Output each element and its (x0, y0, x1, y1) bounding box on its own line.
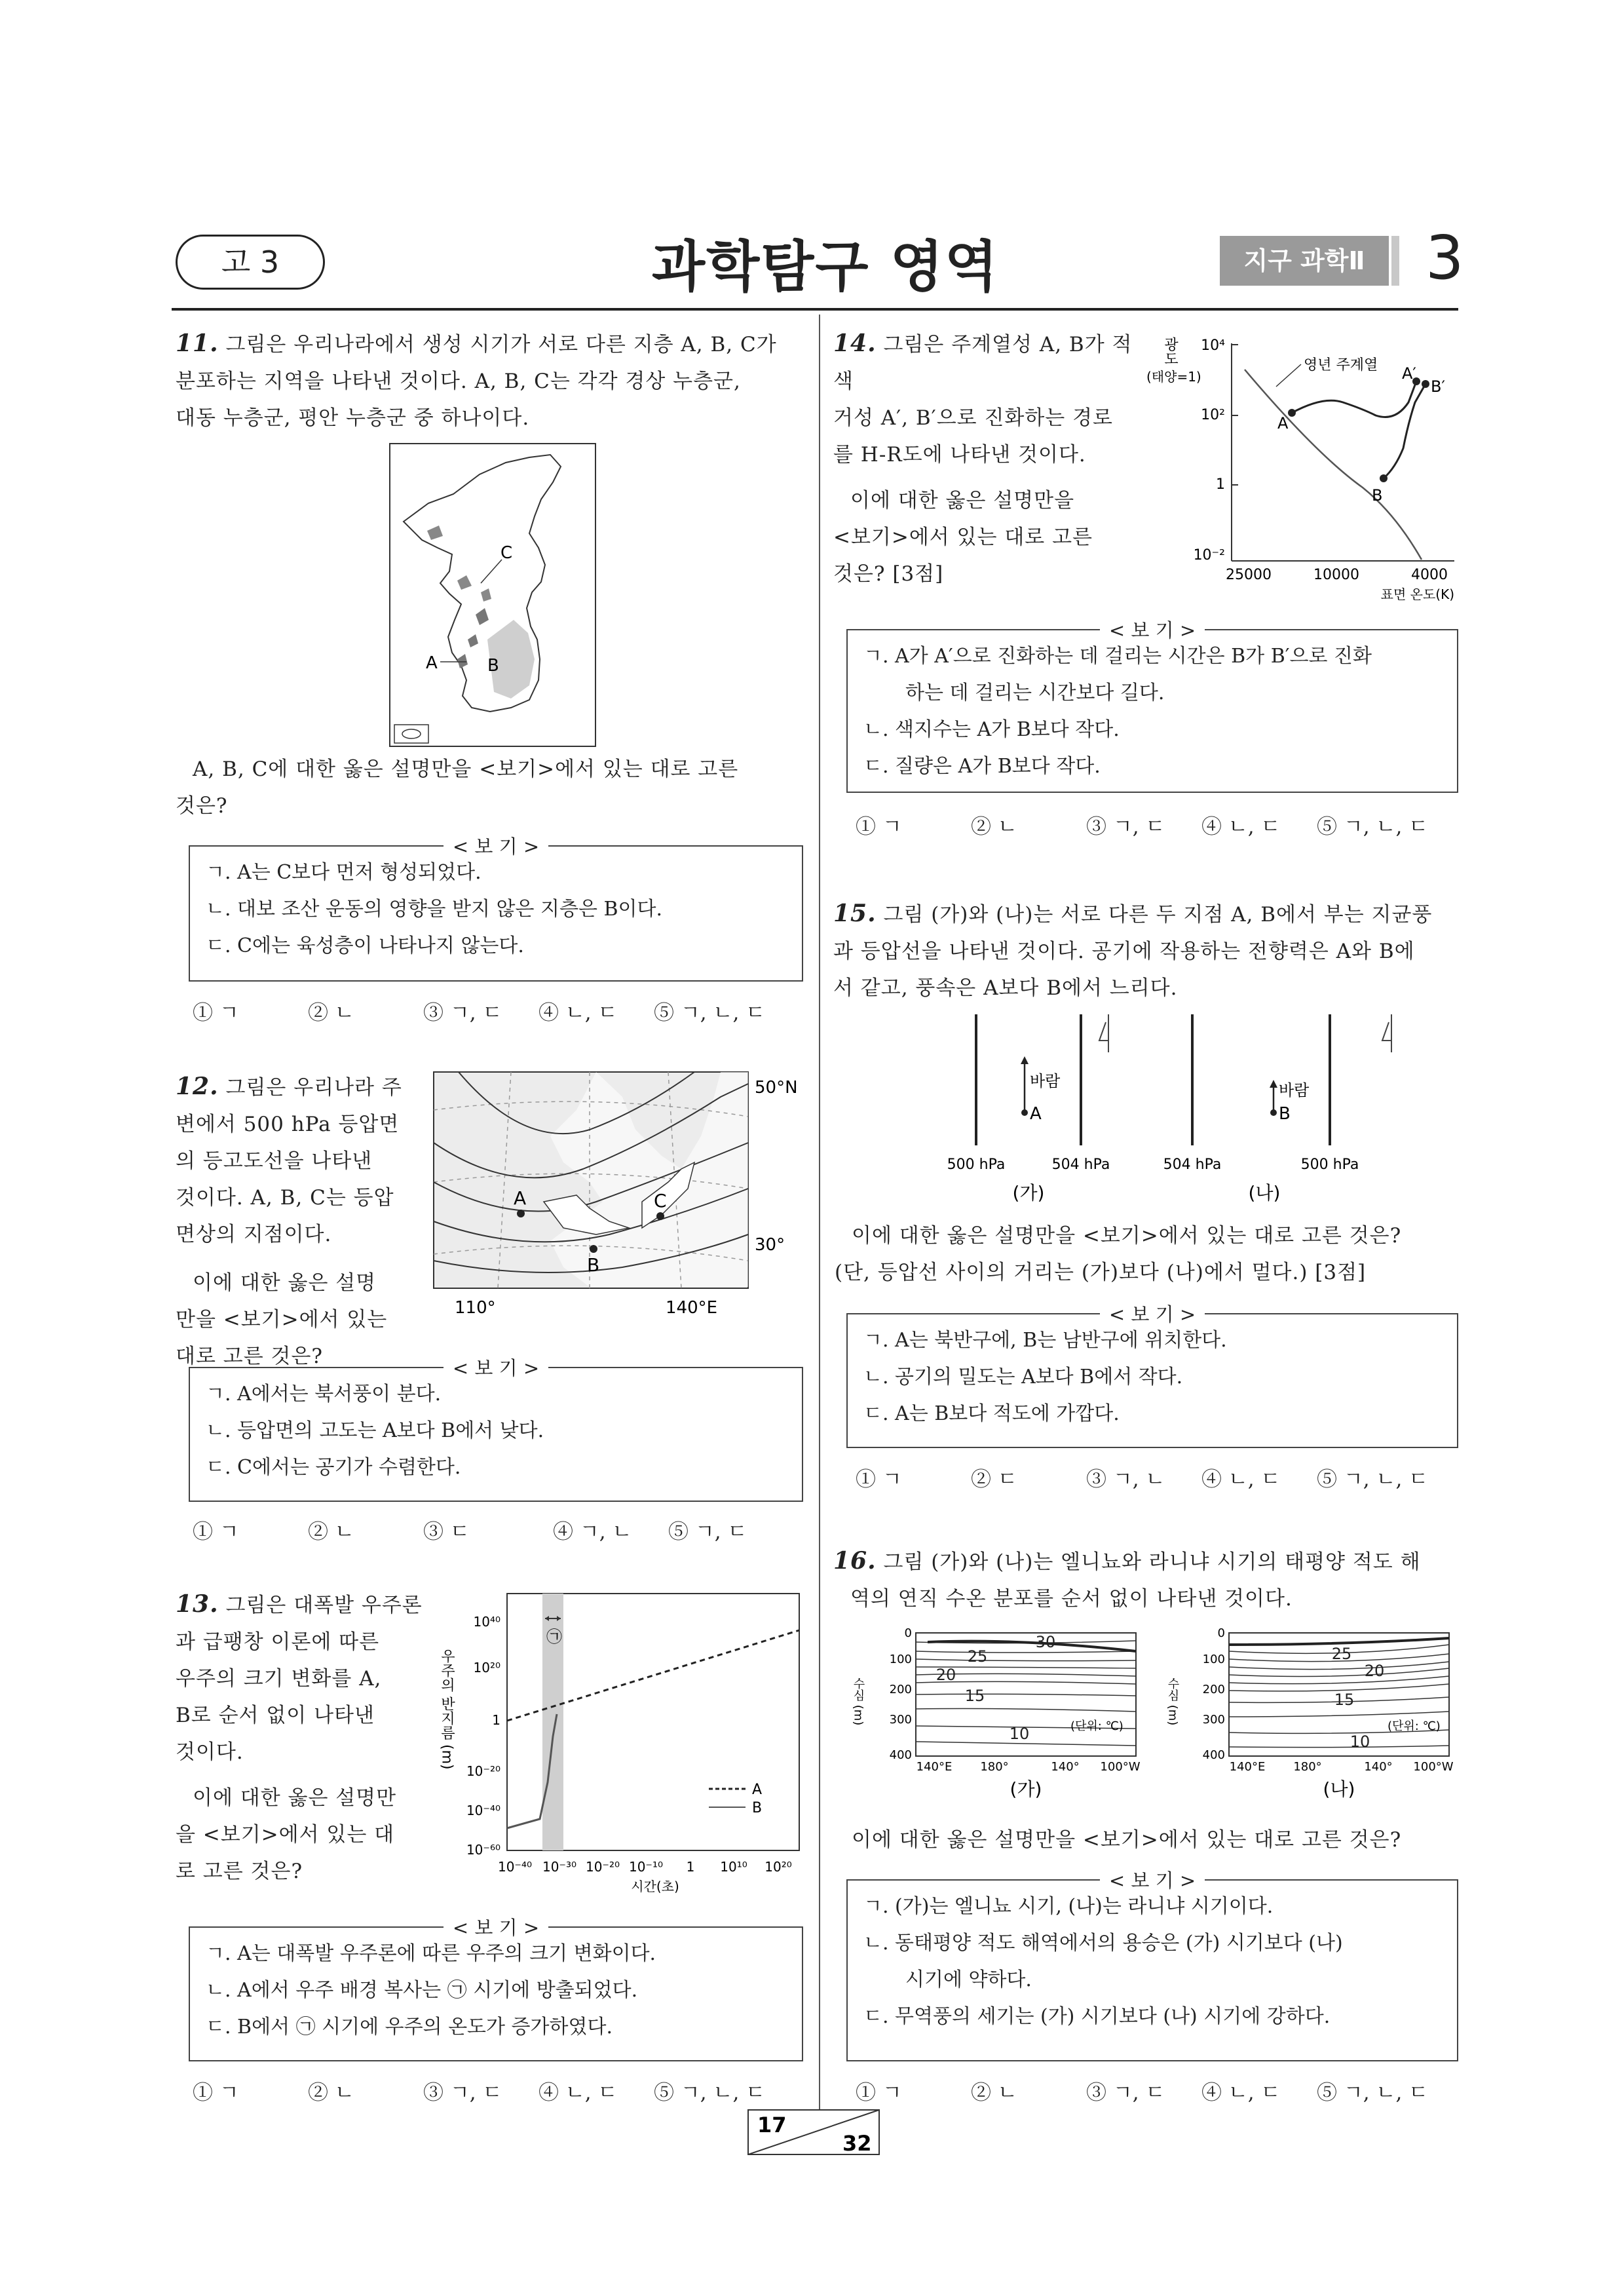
lon-label-right: 140°E (666, 1298, 718, 1318)
x-tick: 180° (1293, 1760, 1322, 1774)
choices-14 (856, 810, 1428, 839)
bogi-box-15 (846, 1303, 1458, 1448)
ocean-temperature-figure (849, 1625, 1462, 1822)
lat-label-mid: 30° (755, 1235, 785, 1255)
isotherm-label: 30 (1035, 1633, 1056, 1651)
choice[interactable]: ③ ㄱ, ㄷ (1086, 2081, 1165, 2105)
y-tick: 10²⁰ (473, 1660, 500, 1675)
choices-11 (193, 996, 765, 1025)
bogi-item: ㄱ. (가)는 엘니뇨 시기, (나)는 라니냐 시기이다. (863, 1895, 1274, 1918)
bogi-item: ㄷ. 질량은 A가 B보다 작다. (863, 755, 1101, 778)
choice[interactable]: ③ ㄱ, ㄷ (1086, 815, 1165, 839)
stem-line: 대동 누층군, 평안 누층군 중 하나이다. (176, 406, 530, 430)
choice[interactable]: ⑤ ㄱ, ㄴ, ㄷ (1317, 815, 1429, 839)
bogi-box-16 (846, 1869, 1458, 2061)
question-number: 16. (833, 1547, 877, 1575)
question-15 (833, 895, 1462, 1006)
choices-13 (193, 2076, 765, 2105)
stem-line: 그림은 우리나라 주 (225, 1076, 402, 1100)
stem-line: 우주의 크기 변화를 A, (176, 1667, 382, 1691)
x-tick: 10¹⁰ (720, 1859, 747, 1875)
label-b-prime: B′ (1431, 377, 1445, 396)
bogi-item: ㄱ. A는 북반구에, B는 남반구에 위치한다. (863, 1329, 1227, 1352)
x-tick: 10⁻⁴⁰ (497, 1859, 533, 1875)
isotherm-label: 25 (967, 1647, 988, 1666)
choice[interactable]: ⑤ ㄱ, ㄴ, ㄷ (1317, 1468, 1429, 1491)
choice[interactable]: ④ ㄴ, ㄷ (538, 1001, 618, 1025)
stem-line: 그림은 주계열성 A, B가 적색 (833, 333, 1133, 393)
choice[interactable]: ① ㄱ (193, 1001, 239, 1025)
stem-line: 역의 연직 수온 분포를 순서 없이 나타낸 것이다. (850, 1587, 1293, 1611)
choice[interactable]: ⑤ ㄱ, ㄴ, ㄷ (654, 2081, 766, 2105)
choice[interactable]: ④ ㄴ, ㄷ (1201, 2081, 1281, 2105)
y-tick: 300 (1202, 1713, 1225, 1727)
question-number: 12. (176, 1073, 219, 1100)
legend-b: B (752, 1800, 763, 1816)
choice[interactable]: ⑤ ㄱ, ㄴ, ㄷ (1317, 2081, 1429, 2105)
header-rule (172, 308, 1458, 311)
figure-label-ga: (가) (1012, 1182, 1045, 1204)
bogi-box-14 (846, 619, 1458, 793)
y-tick: 400 (1202, 1748, 1225, 1762)
stem-line: 그림은 대폭발 우주론 (225, 1594, 423, 1617)
page-counter (747, 2109, 880, 2156)
map-label-b: B (487, 656, 499, 676)
unit-label: (단위: ℃) (1070, 1719, 1124, 1733)
grade-badge (176, 235, 325, 290)
x-tick: 4000 (1411, 567, 1448, 583)
choice[interactable]: ① ㄱ (193, 1520, 239, 1544)
isobar-label: 504 hPa (1163, 1157, 1222, 1173)
choice[interactable]: ③ ㄷ (423, 1520, 470, 1544)
choice[interactable]: ② ㄴ (971, 2081, 1017, 2105)
choices-16 (856, 2076, 1428, 2105)
stem-line: B로 순서 없이 나타낸 (176, 1704, 375, 1727)
x-tick: 10²⁰ (765, 1859, 792, 1875)
choice[interactable]: ④ ㄱ, ㄴ (553, 1520, 632, 1544)
y-tick: 10⁻²⁰ (466, 1763, 500, 1779)
choice[interactable]: ① ㄱ (856, 1468, 902, 1491)
bogi-item: 시기에 약하다. (905, 1968, 1032, 1991)
bogi-item: ㄴ. 공기의 밀도는 A보다 B에서 작다. (863, 1366, 1183, 1388)
question-11-ask (176, 751, 808, 824)
bogi-item: ㄷ. C에는 육성층이 나타나지 않는다. (206, 934, 524, 957)
y-tick: 10⁻² (1193, 547, 1225, 564)
label-a: A (1277, 414, 1289, 432)
question-13 (176, 1586, 438, 1890)
page-title: 과학탐구 영역 (651, 235, 1000, 299)
column-divider (819, 315, 820, 2116)
isotherm-label: 25 (1331, 1645, 1352, 1663)
lat-label-top: 50°N (755, 1078, 798, 1098)
stem-line: 것이다. A, B, C는 등압 (176, 1186, 394, 1210)
y-axis-unit: (태양=1) (1146, 369, 1201, 385)
stem-line: 거성 A′, B′으로 진화하는 경로 (833, 406, 1113, 430)
x-tick: 180° (980, 1760, 1009, 1774)
bogi-item: ㄴ. 색지수는 A가 B보다 작다. (863, 718, 1120, 741)
x-tick: 25000 (1226, 567, 1272, 583)
question-line: 이에 대한 옳은 설명 (193, 1271, 377, 1295)
question-line: 로 고른 것은? (176, 1860, 303, 1883)
choice[interactable]: ⑤ ㄱ, ㄴ, ㄷ (654, 1001, 766, 1025)
stem-line: 변에서 500 hPa 등압면 (176, 1113, 400, 1136)
bogi-title: < 보 기 > (444, 1917, 548, 1939)
question-line: 이에 대한 옳은 설명만을 (850, 489, 1075, 512)
isobar-label: 500 hPa (947, 1157, 1006, 1173)
bogi-item: ㄷ. 무역풍의 세기는 (가) 시기보다 (나) 시기에 강하다. (863, 2005, 1331, 2028)
x-tick: 10⁻²⁰ (585, 1859, 620, 1875)
legend-a: A (752, 1782, 763, 1798)
y-tick: 0 (904, 1626, 912, 1640)
question-line: 이에 대한 옳은 설명만을 <보기>에서 있는 대로 고른 것은? (852, 1224, 1402, 1248)
main-sequence-label: 영년 주계열 (1304, 357, 1378, 373)
map-label-a: A (514, 1187, 527, 1209)
x-tick: 100°W (1413, 1760, 1454, 1774)
choice[interactable]: ① ㄱ (856, 2081, 902, 2105)
page-number: 3 (1426, 223, 1464, 293)
choice[interactable]: ④ ㄴ, ㄷ (538, 2081, 618, 2105)
y-axis-label: 수심 (m) (851, 1677, 865, 1726)
choice[interactable]: ② ㄴ (308, 1520, 354, 1544)
question-line: 을 <보기>에서 있는 대 (176, 1823, 395, 1846)
bogi-item: 하는 데 걸리는 시간보다 길다. (905, 681, 1165, 704)
y-tick: 200 (1202, 1683, 1225, 1696)
label-a-prime: A′ (1402, 364, 1416, 383)
choice[interactable]: ④ ㄴ, ㄷ (1201, 1468, 1281, 1491)
stem-line: 과 급팽창 이론에 따른 (176, 1630, 380, 1654)
stem-line: 서 같고, 풍속은 A보다 B에서 느리다. (833, 976, 1178, 1000)
bogi-item: ㄱ. A는 대폭발 우주론에 따른 우주의 크기 변화이다. (206, 1942, 656, 1965)
bogi-title: < 보 기 > (444, 1357, 548, 1379)
x-tick: 10000 (1313, 567, 1359, 583)
y-tick: 400 (889, 1748, 912, 1762)
isotherm-label: 10 (1009, 1725, 1030, 1743)
bogi-box-13 (189, 1917, 803, 2061)
choice[interactable]: ③ ㄱ, ㄴ (1086, 1468, 1165, 1491)
x-axis-label: 시간(초) (631, 1879, 679, 1894)
y-tick: 1 (492, 1712, 500, 1728)
y-tick: 0 (1217, 1626, 1225, 1640)
question-16 (833, 1542, 1462, 1617)
question-16-ask (852, 1822, 1467, 1858)
y-tick: 10⁻⁶⁰ (466, 1842, 500, 1858)
x-tick: 100°W (1100, 1760, 1141, 1774)
bogi-item: ㄴ. 등압면의 고도는 A보다 B에서 낮다. (206, 1419, 544, 1442)
current-page: 17 (757, 2113, 787, 2137)
subject-badge (1220, 236, 1389, 286)
question-12 (176, 1068, 425, 1375)
question-number: 15. (833, 900, 877, 927)
y-tick: 1 (1216, 476, 1225, 493)
map-label-c: C (654, 1190, 667, 1212)
bogi-title: < 보 기 > (444, 835, 548, 858)
question-line: 만을 <보기>에서 있는 (176, 1308, 388, 1331)
unit-label: (단위: ℃) (1388, 1719, 1441, 1733)
x-tick: 140° (1051, 1760, 1080, 1774)
pressure-height-map (432, 1071, 812, 1333)
x-axis-label: 표면 온도(K) (1380, 586, 1454, 602)
choices-15 (856, 1463, 1428, 1492)
stem-line: 를 H-R도에 나타낸 것이다. (833, 443, 1086, 467)
y-tick: 10⁴⁰ (473, 1614, 500, 1630)
isotherm-label: 20 (1364, 1662, 1385, 1680)
map-label-a: A (426, 653, 438, 673)
stem-line: 분포하는 지역을 나타낸 것이다. A, B, C는 각각 경상 누층군, (176, 370, 741, 393)
hr-diagram (1146, 324, 1458, 605)
isotherm-label: 10 (1350, 1732, 1370, 1751)
question-15-ask (835, 1217, 1467, 1291)
y-tick: 100 (889, 1653, 912, 1666)
figure-label-ga: (가) (1010, 1778, 1042, 1800)
y-tick: 10⁴ (1201, 337, 1225, 354)
figure-label-na: (나) (1323, 1778, 1355, 1800)
marker-label: ㉠ (546, 1628, 562, 1646)
question-line: 것은? [3점] (833, 562, 944, 586)
subject-bar (1391, 236, 1399, 286)
bogi-box-12 (189, 1357, 803, 1502)
wind-label-b: 바람 (1279, 1081, 1310, 1100)
choice[interactable]: ② ㄴ (308, 2081, 354, 2105)
bogi-item: ㄱ. A가 A′으로 진화하는 데 걸리는 시간은 B가 B′으로 진화 (863, 645, 1372, 668)
geostrophic-wind-figure (930, 1014, 1415, 1204)
point-b-label: B (1279, 1104, 1291, 1124)
x-tick: 140° (1364, 1760, 1393, 1774)
bogi-item: ㄷ. C에서는 공기가 수렴한다. (206, 1456, 461, 1479)
stem-line: 그림 (가)와 (나)는 엘니뇨와 라니냐 시기의 태평양 적도 해 (883, 1550, 1421, 1574)
stem-line: 그림은 우리나라에서 생성 시기가 서로 다른 지층 A, B, C가 (225, 333, 777, 356)
bogi-item: ㄱ. A에서는 북서풍이 분다. (206, 1383, 442, 1406)
point-a-label: A (1030, 1104, 1042, 1124)
label-b: B (1372, 486, 1383, 505)
choice[interactable]: ④ ㄴ, ㄷ (1201, 815, 1281, 839)
question-line: A, B, C에 대한 옳은 설명만을 <보기>에서 있는 대로 고른 (193, 757, 739, 781)
question-line: 것은? (176, 794, 228, 818)
question-number: 14. (833, 330, 877, 357)
choice[interactable]: ③ ㄱ, ㄷ (423, 1001, 502, 1025)
isotherm-label: 15 (964, 1687, 985, 1705)
x-tick: 140°E (916, 1760, 953, 1774)
x-tick: 140°E (1229, 1760, 1266, 1774)
map-label-b: B (587, 1254, 600, 1276)
figure-label-na: (나) (1248, 1182, 1281, 1204)
y-axis-label: 우주의 반지름 (m) (438, 1649, 455, 1770)
y-tick: 200 (889, 1683, 912, 1696)
y-tick: 10² (1201, 407, 1225, 423)
question-line: 이에 대한 옳은 설명만을 <보기>에서 있는 대로 고른 것은? (852, 1828, 1402, 1852)
question-line: (단, 등압선 사이의 거리는 (가)보다 (나)에서 멀다.) [3점] (835, 1261, 1367, 1284)
choice[interactable]: ② ㄴ (971, 815, 1017, 839)
y-tick: 300 (889, 1713, 912, 1727)
question-line: 대로 고른 것은? (176, 1345, 324, 1368)
isotherm-label: 15 (1334, 1691, 1355, 1709)
choice[interactable]: ① ㄱ (856, 815, 902, 839)
question-14 (833, 325, 1141, 592)
choice[interactable]: ⑤ ㄱ, ㄷ (668, 1520, 747, 1544)
total-pages: 32 (842, 2131, 872, 2156)
question-line: <보기>에서 있는 대로 고른 (833, 526, 1093, 549)
bogi-title: < 보 기 > (1100, 1869, 1205, 1892)
choice[interactable]: ① ㄱ (193, 2081, 239, 2105)
stem-line: 의 등고도선을 나타낸 (176, 1149, 373, 1173)
universe-size-chart (435, 1586, 811, 1900)
wind-label-a: 바람 (1030, 1072, 1061, 1090)
choices-12 (193, 1515, 747, 1544)
subject-label: 지구 과학Ⅱ (1243, 246, 1365, 275)
korea-geology-map (389, 443, 596, 747)
lon-label-left: 110° (455, 1298, 496, 1318)
stem-line: 그림 (가)와 (나)는 서로 다른 두 지점 A, B에서 부는 지균풍 (883, 903, 1433, 927)
bogi-item: ㄴ. A에서 우주 배경 복사는 ㉠ 시기에 방출되었다. (206, 1979, 638, 2002)
question-line: 이에 대한 옳은 설명만 (193, 1786, 397, 1810)
bogi-title: < 보 기 > (1100, 619, 1205, 641)
x-tick: 10⁻¹⁰ (628, 1859, 664, 1875)
y-tick: 100 (1202, 1653, 1225, 1666)
x-tick: 10⁻³⁰ (542, 1859, 577, 1875)
choice[interactable]: ② ㄴ (308, 1001, 354, 1025)
grade-label: 고 3 (221, 244, 280, 280)
bogi-box-11 (189, 835, 803, 982)
stem-line: 과 등압선을 나타낸 것이다. 공기에 작용하는 전향력은 A와 B에 (833, 940, 1415, 963)
question-11 (176, 325, 804, 436)
isobar-label: 500 hPa (1300, 1157, 1359, 1173)
question-number: 11. (176, 330, 219, 357)
bogi-item: ㄴ. 대보 조산 운동의 영향을 받지 않은 지층은 B이다. (206, 898, 663, 921)
x-tick: 1 (686, 1859, 695, 1875)
bogi-title: < 보 기 > (1100, 1303, 1205, 1326)
question-number: 13. (176, 1590, 219, 1618)
y-axis-label: 광도 (1161, 337, 1179, 366)
y-tick: 10⁻⁴⁰ (466, 1803, 500, 1818)
y-axis-label: 수심 (m) (1165, 1677, 1180, 1726)
bogi-item: ㄷ. B에서 ㉠ 시기에 우주의 온도가 증가하였다. (206, 2016, 613, 2038)
choice[interactable]: ② ㄷ (971, 1468, 1017, 1491)
bogi-item: ㄷ. A는 B보다 적도에 가깝다. (863, 1402, 1120, 1425)
map-label-c: C (500, 543, 513, 563)
stem-line: 면상의 지점이다. (176, 1223, 332, 1246)
isobar-label: 504 hPa (1051, 1157, 1110, 1173)
bogi-item: ㄴ. 동태평양 적도 해역에서의 용승은 (가) 시기보다 (나) (863, 1932, 1343, 1955)
bogi-item: ㄱ. A는 C보다 먼저 형성되었다. (206, 861, 482, 884)
choice[interactable]: ③ ㄱ, ㄷ (423, 2081, 502, 2105)
isotherm-label: 20 (935, 1666, 956, 1684)
stem-line: 것이다. (176, 1740, 244, 1764)
